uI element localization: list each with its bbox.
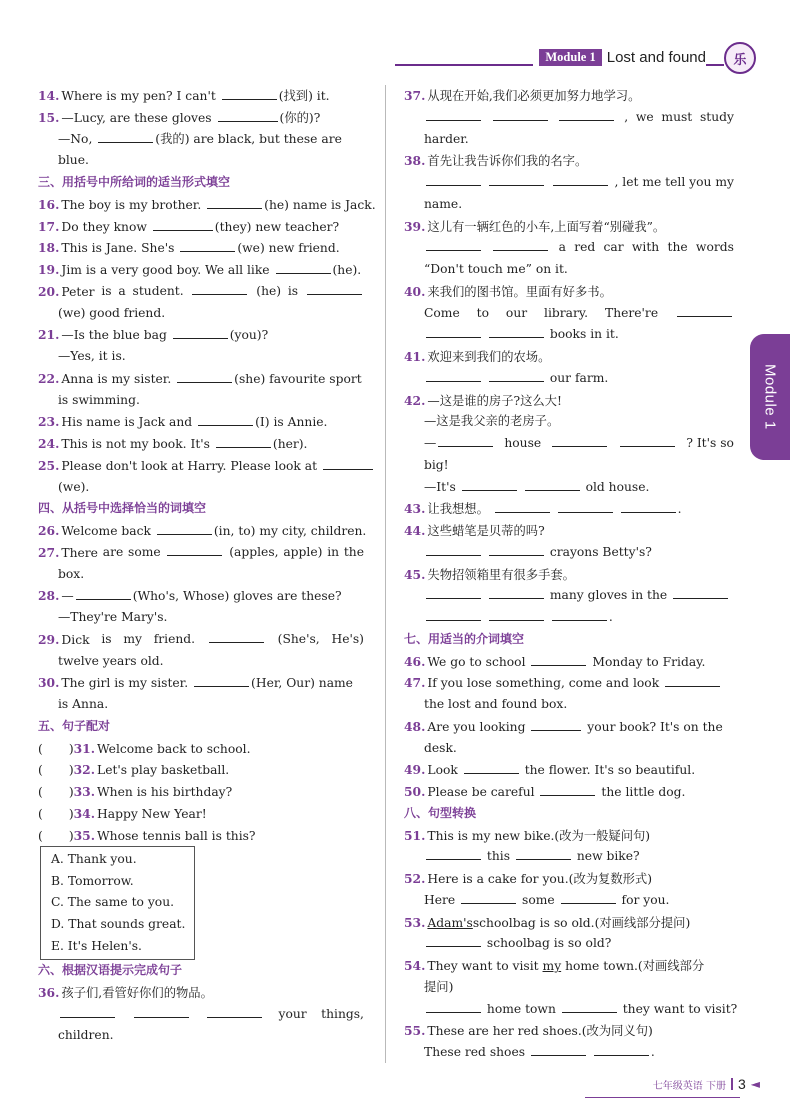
question-45-line2: many gloves in the — [404, 585, 734, 607]
question-40-line2: Come to our library. There're — [404, 303, 734, 325]
question-54: 54. They want to visit my home town.(对画线部分 — [404, 958, 705, 973]
question-22: 22. Anna is my sister. (she) favourite sport — [38, 370, 362, 386]
answer-blank[interactable] — [157, 521, 212, 535]
question-53-line2: schoolbag is so old? — [404, 933, 734, 955]
question-49: 49. Look the flower. It's so beautiful. — [404, 762, 696, 778]
answer-blank[interactable] — [516, 846, 571, 860]
question-48-line2: desk. — [424, 740, 457, 755]
question-42-line3: — house ? It's so — [404, 433, 734, 455]
header-label — [533, 48, 706, 66]
question-36-line3: children. — [58, 1028, 114, 1043]
answer-blank[interactable] — [426, 846, 481, 860]
question-28-line2: —They're Mary's. — [58, 610, 168, 624]
page-header — [395, 48, 760, 70]
answer-blank[interactable] — [464, 760, 519, 774]
answer-blank[interactable] — [153, 217, 213, 231]
answer-blank[interactable] — [489, 172, 544, 186]
grade-label: 七年级英语 下册 — [652, 1080, 726, 1092]
question-15-line2: —No, (我的) are black, but these are — [38, 129, 364, 151]
answer-blank[interactable] — [489, 585, 544, 599]
question-45: 45. 失物招领箱里有很多手套。 — [404, 566, 575, 582]
question-55: 55. These are her red shoes.(改为同义句) — [404, 1023, 653, 1039]
question-21: 21. —Is the blue bag (you)? — [38, 327, 269, 343]
question-42-line4: big! — [424, 457, 449, 472]
answer-blank[interactable] — [489, 607, 544, 621]
answer-blank[interactable] — [167, 542, 222, 556]
answer-blank[interactable] — [495, 499, 550, 513]
question-20-line2: (we) good friend. — [58, 305, 166, 320]
page-number: 3 — [737, 1076, 746, 1092]
question-52: 52. Here is a cake for you.(改为复数形式) — [404, 871, 653, 886]
question-29: 29. Dick is my friend. (She's, He's) — [38, 629, 364, 651]
answer-blank[interactable] — [323, 456, 373, 470]
question-14: 14. Where is my pen? I can't (找到) it. — [38, 88, 330, 103]
question-47: 47. If you lose something, come and look — [404, 672, 734, 694]
answer-blank[interactable] — [620, 433, 675, 447]
answer-blank[interactable] — [426, 999, 481, 1013]
question-29-line2: twelve years old. — [58, 653, 164, 668]
question-22-line2: is swimming. — [58, 392, 140, 407]
right-column — [404, 85, 738, 1064]
answer-blank[interactable] — [493, 237, 548, 251]
answer-blank[interactable] — [426, 607, 481, 621]
answer-blank[interactable] — [673, 585, 728, 599]
question-15-line3: blue. — [58, 153, 89, 168]
answer-blank[interactable] — [218, 108, 278, 122]
answer-blank[interactable] — [540, 782, 595, 796]
option-d: D. That sounds great. — [51, 917, 186, 932]
question-41-line2: our farm. — [404, 368, 734, 390]
section-8-heading: 八、句型转换 — [404, 805, 477, 820]
section-4-heading: 四、从括号中选择恰当的词填空 — [38, 501, 207, 516]
answer-blank[interactable] — [134, 1004, 189, 1018]
answer-blank[interactable] — [276, 260, 331, 274]
question-24: 24. This is not my book. It's (her). — [38, 436, 308, 451]
answer-blank[interactable] — [489, 324, 544, 338]
answer-blank[interactable] — [462, 477, 517, 491]
answer-blank[interactable] — [209, 629, 264, 643]
answer-blank[interactable] — [531, 717, 581, 731]
question-17: 17. Do they know (they) new teacher? — [38, 218, 340, 234]
match-item: ( )33. When is his birthday? — [38, 784, 233, 799]
question-27: 27. There are some (apples, apple) in the — [38, 542, 364, 564]
answer-blank[interactable] — [216, 434, 271, 448]
question-50: 50. Please be careful the little dog. — [404, 784, 686, 799]
answer-blank[interactable] — [207, 195, 262, 209]
option-b: B. Tomorrow. — [51, 873, 134, 888]
question-38-line3: name. — [424, 196, 463, 211]
options-box — [40, 846, 195, 960]
question-38: 38. 首先让我告诉你们我的名字。 — [404, 153, 588, 169]
question-53: 53. Adam'sschoolbag is so old.(对画线部分提问) — [404, 914, 691, 930]
question-48: 48. Are you looking your book? It's on the — [404, 718, 723, 734]
module-title: Lost and found — [606, 48, 706, 66]
answer-blank[interactable] — [558, 499, 613, 513]
answer-blank[interactable] — [60, 1004, 115, 1018]
answer-blank[interactable] — [426, 237, 481, 251]
publisher-logo-icon: 乐 — [724, 42, 756, 74]
answer-blank[interactable] — [177, 369, 232, 383]
section-5-heading: 五、句子配对 — [38, 718, 111, 733]
answer-blank[interactable] — [665, 673, 720, 687]
question-18: 18. This is Jane. She's (we) new friend. — [38, 240, 340, 256]
option-c: C. The same to you. — [51, 895, 175, 910]
question-39-line3: “Don't touch me” on it. — [424, 262, 568, 276]
question-40-line3: books in it. — [404, 324, 734, 346]
answer-blank[interactable] — [426, 172, 481, 186]
answer-blank[interactable] — [426, 107, 481, 121]
question-47-line2: the lost and found box. — [424, 697, 568, 711]
question-25-line2: (we). — [58, 479, 90, 494]
question-30-line2: is Anna. — [58, 697, 109, 711]
column-divider — [385, 85, 386, 1063]
answer-blank[interactable] — [562, 999, 617, 1013]
match-item: ( )35. Whose tennis ball is this? — [38, 827, 256, 843]
answer-blank[interactable] — [426, 368, 481, 382]
page-footer — [653, 1076, 760, 1092]
answer-blank[interactable] — [489, 368, 544, 382]
match-list — [38, 738, 364, 847]
footer-rule — [585, 1097, 740, 1098]
answer-blank[interactable] — [493, 107, 548, 121]
answer-blank[interactable] — [677, 303, 732, 317]
question-30: 30. The girl is my sister. (Her, Our) name — [38, 675, 353, 691]
option-e: E. It's Helen's. — [51, 938, 142, 953]
question-15: 15. —Lucy, are these gloves (你的)? — [38, 109, 321, 125]
answer-blank[interactable] — [180, 238, 235, 252]
answer-blank[interactable] — [553, 172, 608, 186]
question-36-line2: your things, — [38, 1004, 364, 1026]
question-37: 37. 从现在开始,我们必须更加努力地学习。 — [404, 88, 641, 103]
question-25: 25. Please don't look at Harry. Please look at — [38, 455, 364, 477]
question-42: 42. —这是谁的房子?这么大! — [404, 392, 562, 408]
side-module-tab: Module 1 — [750, 334, 790, 460]
question-42-line5: —It's old house. — [404, 477, 734, 499]
answer-blank[interactable] — [173, 325, 228, 339]
answer-blank[interactable] — [222, 86, 277, 100]
question-40: 40. 来我们的图书馆。里面有好多书。 — [404, 283, 612, 299]
section-6-heading: 六、根据汉语提示完成句子 — [38, 963, 183, 978]
answer-blank[interactable] — [192, 281, 247, 295]
answer-blank[interactable] — [426, 324, 481, 338]
question-52-line2: Here some for you. — [404, 890, 734, 912]
question-51: 51. This is my new bike.(改为一般疑问句) — [404, 827, 651, 843]
question-39-line2: a red car with the words — [404, 237, 734, 259]
answer-blank[interactable] — [559, 107, 614, 121]
question-37-line2: , we must study — [404, 107, 734, 129]
question-19: 19. Jim is a very good boy. We all like (he). — [38, 262, 362, 277]
answer-blank[interactable] — [426, 542, 481, 556]
answer-blank[interactable] — [621, 499, 676, 513]
answer-blank[interactable] — [307, 281, 362, 295]
option-a: A. Thank you. — [51, 852, 137, 867]
question-44: 44. 这些蜡笔是贝蒂的吗? — [404, 523, 545, 538]
answer-blank[interactable] — [198, 412, 253, 426]
module-badge: Module 1 — [539, 49, 601, 66]
arrow-left-icon: ◄ — [750, 1077, 760, 1091]
question-16: 16. The boy is my brother. (he) name is Jack. — [38, 196, 376, 212]
question-44-line2: crayons Betty's? — [404, 542, 734, 564]
answer-blank[interactable] — [594, 1042, 649, 1056]
question-26: 26. Welcome back (in, to) my city, children. — [38, 523, 367, 538]
answer-blank[interactable] — [461, 890, 516, 904]
answer-blank[interactable] — [561, 890, 616, 904]
section-3-heading: 三、用括号中所给词的适当形式填空 — [38, 175, 231, 189]
answer-blank[interactable] — [438, 433, 493, 447]
question-28: 28. — (Who's, Whose) gloves are these? — [38, 588, 342, 604]
question-27-line2: box. — [58, 566, 85, 581]
question-41: 41. 欢迎来到我们的农场。 — [404, 349, 551, 364]
question-37-line3: harder. — [424, 131, 469, 146]
answer-blank[interactable] — [552, 433, 607, 447]
answer-blank[interactable] — [525, 477, 580, 491]
answer-blank[interactable] — [426, 933, 481, 947]
question-38-line2: , let me tell you my — [404, 172, 734, 194]
question-46: 46. We go to school Monday to Friday. — [404, 653, 706, 669]
answer-blank[interactable] — [194, 673, 249, 687]
question-54-line3: home town they want to visit? — [404, 999, 734, 1021]
answer-blank[interactable] — [426, 585, 481, 599]
question-55-line2: These red shoes . — [404, 1042, 734, 1064]
question-42-line2: —这是我父亲的老房子。 — [424, 414, 560, 429]
question-51-line2: this new bike? — [404, 846, 734, 868]
underlined-word: Adam's — [427, 915, 473, 930]
question-23: 23. His name is Jack and (I) is Annie. — [38, 414, 328, 430]
answer-blank[interactable] — [98, 129, 153, 143]
question-21-line2: —Yes, it is. — [58, 349, 126, 363]
match-item: ( )32. Let's play basketball. — [38, 762, 230, 778]
match-item: ( )34. Happy New Year! — [38, 805, 207, 821]
question-43: 43. 让我想想。 . — [404, 501, 682, 517]
answer-blank[interactable] — [531, 1042, 586, 1056]
underlined-word: my — [542, 959, 562, 973]
answer-blank[interactable] — [531, 652, 586, 666]
question-36: 36. 孩子们,看管好你们的物品。 — [38, 984, 213, 1000]
question-20: 20. Peter is a student. (he) is — [38, 281, 364, 303]
answer-blank[interactable] — [552, 607, 607, 621]
question-54-line2: 提问) — [424, 979, 454, 994]
left-column — [38, 85, 376, 1047]
footer-divider — [731, 1078, 733, 1090]
answer-blank[interactable] — [207, 1004, 262, 1018]
question-45-line3: . — [404, 607, 734, 629]
match-item: ( )31. Welcome back to school. — [38, 740, 251, 756]
question-39: 39. 这儿有一辆红色的小车,上面写着“别碰我”。 — [404, 218, 666, 234]
answer-blank[interactable] — [76, 586, 131, 600]
section-7-heading: 七、用适当的介词填空 — [404, 631, 525, 646]
answer-blank[interactable] — [489, 542, 544, 556]
